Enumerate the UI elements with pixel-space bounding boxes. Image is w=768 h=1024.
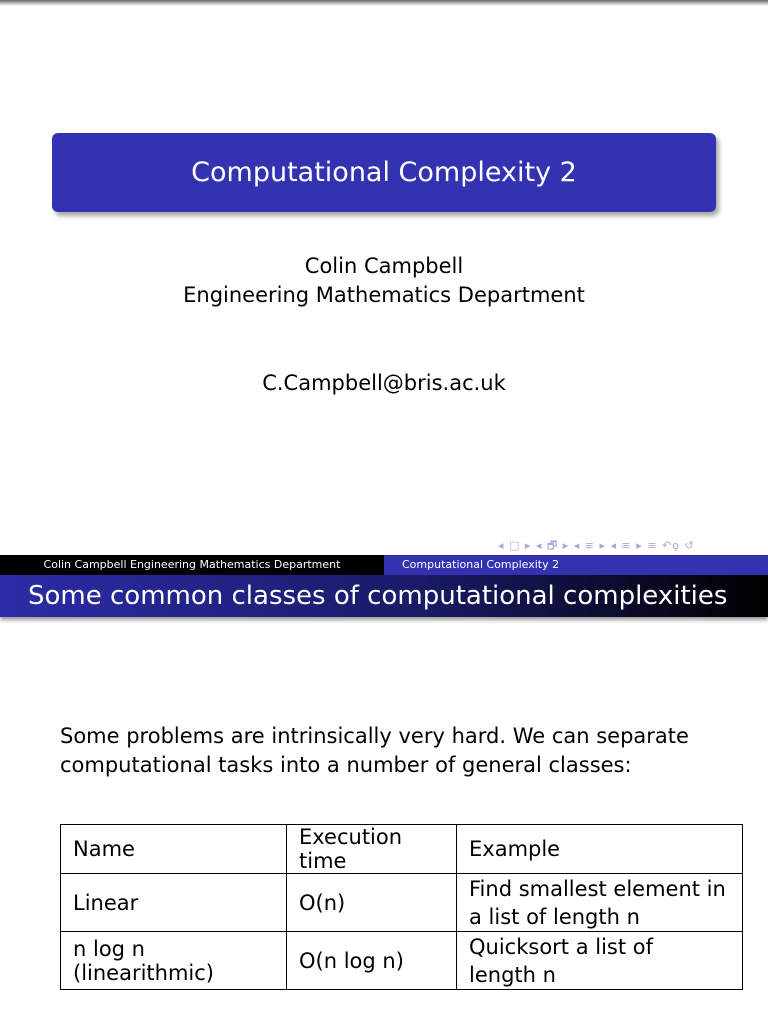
table-header-row (61, 825, 743, 874)
slide-title: Computational Complexity 2 (52, 133, 716, 212)
example-line: length n (469, 962, 556, 987)
table-row (61, 874, 743, 932)
example-line: Quicksort a list of (469, 934, 654, 959)
author-email: C.Campbell@bris.ac.uk (262, 371, 506, 395)
headline-title: Computational Complexity 2 (384, 555, 768, 575)
table-row (61, 932, 743, 990)
cell-time: O(n log n) (287, 932, 457, 990)
cell-example (457, 932, 743, 990)
cell-name: Linear (61, 874, 287, 932)
header-name: Name (61, 825, 287, 874)
author-name: Colin Campbell (304, 254, 464, 278)
headline-author: Colin Campbell Engineering Mathematics Department (0, 555, 384, 575)
header-example: Example (457, 825, 743, 874)
cell-name: n log n (linearithmic) (61, 932, 287, 990)
complexity-table (60, 824, 743, 990)
cell-example (457, 874, 743, 932)
frame-title: Some common classes of computational complexities (0, 575, 768, 617)
top-shadow (0, 0, 768, 6)
example-line: Find smallest element in (469, 876, 726, 901)
intro-line: computational tasks into a number of general classes: (60, 753, 632, 777)
example-line: a list of length n (469, 904, 640, 929)
intro-line: Some problems are intrinsically very hard. We can separate (60, 724, 689, 748)
headline-bar (0, 555, 768, 575)
beamer-navigation-icons[interactable]: ◂ □ ▸ ◂ 🗗 ▸ ◂ ≡ ▸ ◂ ≡ ▸ ≡ ↶ǫ ↺ (498, 539, 695, 552)
header-time: Execution time (287, 825, 457, 874)
author-department: Engineering Mathematics Department (183, 283, 585, 307)
intro-paragraph (60, 722, 710, 780)
cell-time: O(n) (287, 874, 457, 932)
author-block (0, 252, 768, 310)
